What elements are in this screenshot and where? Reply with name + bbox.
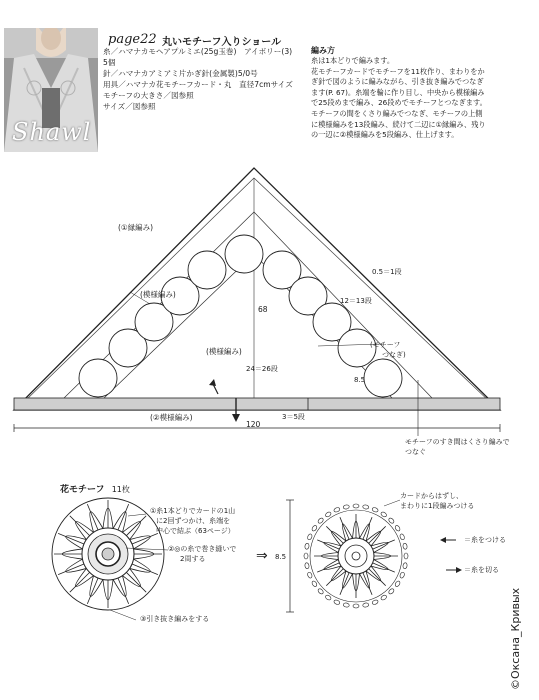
motif-height: 8.5 (275, 553, 287, 561)
chain-stitch (380, 594, 387, 601)
chain-stitch (362, 504, 369, 509)
chain-stitch (394, 580, 401, 587)
motif-count: 11枚 (111, 485, 130, 494)
spec-yarn: 糸／ハマナカモヘアプルミエ(25g玉巻) アイボリー(3) (103, 47, 293, 56)
label-pattern1: (模様編み) (140, 290, 176, 299)
page-title: 丸いモチーフ入りショール (162, 37, 282, 48)
label-r05: 0.5＝1段 (372, 268, 402, 276)
chain-stitch (343, 602, 350, 607)
chain-stitch (353, 504, 359, 508)
label-join: (モチーフ (370, 341, 401, 349)
howto-line: ぎ針で図のように編みながら、引き抜き編みでつなぎ (311, 77, 484, 87)
chain-stitch (404, 553, 408, 559)
label-r12: 12＝13段 (340, 297, 372, 305)
petal-spoke (326, 526, 343, 543)
howto-title: 編み方 (311, 46, 335, 55)
spec-motif-size: モチーフの大きさ／図参照 (103, 91, 194, 100)
chain-stitch (304, 553, 308, 559)
howto-line: 糸は1本どりで編みます。 (311, 56, 395, 65)
motif-note-2a: ②◎の糸で巻き縫いで (168, 545, 237, 553)
label-join2: つなぎ) (382, 351, 406, 359)
chain-stitch (388, 517, 395, 524)
chain-stitch (353, 604, 359, 608)
motif-note-1a: ①糸1本どりでカードの1山 (150, 507, 236, 515)
howto-line: の一辺に②模様編みを5段編み、仕上げます。 (311, 130, 459, 140)
motif-note-3: ③引き抜き編みをする (140, 615, 210, 623)
label-edge2: (②模様編み) (150, 413, 193, 422)
label-d85: 8.5 (354, 376, 366, 384)
motif-note-1b: に2回ずつかけ、糸端を (156, 517, 231, 525)
howto-line: ます(P. 67)。糸端を輪に作り目し、中央から模様編み (311, 87, 485, 97)
crochet-motif (304, 504, 408, 608)
chain-stitch (372, 599, 379, 605)
chain-stitch (317, 517, 324, 524)
note-gap-2: つなぐ (405, 448, 426, 456)
howto-line: で25段めまで編み、26段めでモチーフとつなぎます。 (311, 98, 487, 108)
chain-stitch (311, 525, 318, 532)
chain-stitch (325, 511, 332, 518)
chain-stitch (333, 507, 340, 513)
label-edge1: (①縁編み) (118, 223, 154, 232)
motif-note-1c: 中心で結ぶ（63ページ） (156, 527, 235, 535)
spec-size: サイズ／図参照 (103, 102, 156, 111)
petal-spoke (87, 578, 98, 604)
petal-spoke (326, 569, 343, 586)
svg-text:⇒: ⇒ (256, 548, 268, 564)
motif-note-2b: 2周する (180, 555, 206, 563)
label-w120: 120 (246, 420, 261, 429)
chain-stitch (380, 511, 387, 518)
motif-note-4a: カードからはずし、 (400, 492, 463, 500)
chain-stitch (311, 580, 318, 587)
legend-attach: ＝糸をつける (464, 536, 506, 544)
petal-spoke (118, 504, 129, 530)
label-h68: 68 (258, 305, 268, 314)
chain-stitch (343, 504, 350, 509)
spec-tool: 用具／ハマナカ花モチーフカード・丸 直径7cmサイズ (103, 80, 293, 89)
chain-stitch (388, 588, 395, 595)
spec-yarn-count: 5個 (103, 58, 116, 67)
watermark: ©Оксана_Кривых (509, 587, 522, 690)
chain-stitch (394, 525, 401, 532)
chain-stitch (333, 599, 340, 605)
page-number: page22 (108, 32, 157, 47)
chain-stitch (402, 543, 407, 550)
legend-cut: ＝糸を切る (464, 566, 499, 574)
chain-stitch (304, 562, 309, 569)
note-gap-1: モチーフのすき間はくさり編みで (405, 438, 510, 446)
petal-spoke (58, 564, 84, 575)
petal-spoke (58, 533, 84, 544)
shawl-title-word: Shawl (12, 118, 92, 146)
chain-stitch (307, 572, 313, 579)
chain-stitch (304, 543, 309, 550)
chain-stitch (399, 572, 405, 579)
chain-stitch (372, 507, 379, 513)
motif-note-4b: まわりに1段編みつける (400, 502, 475, 510)
petal-spoke (132, 564, 158, 575)
petal-spoke (369, 569, 386, 586)
howto-line: に模様編みを13段編み、続けて二辺に①縁編み、残り (311, 119, 486, 129)
chain-stitch (317, 588, 324, 595)
label-r24: 24＝26段 (246, 365, 278, 373)
petal-spoke (369, 526, 386, 543)
chain-stitch (307, 533, 313, 540)
petal-spoke (70, 572, 90, 592)
chain-stitch (325, 594, 332, 601)
motif-title-text: 花モチーフ (60, 485, 105, 495)
chain-stitch (399, 533, 405, 540)
chain-stitch (402, 562, 407, 569)
card-motif (52, 498, 164, 610)
spec-hook: 針／ハマナカアミアミ片かぎ針(金属製)5/0号 (103, 69, 258, 78)
howto-line: 花モチーフカードでモチーフを11枚作り、まわりをか (311, 66, 485, 76)
petal-spoke (132, 533, 158, 544)
petal-spoke (126, 516, 146, 536)
chain-stitch (362, 602, 369, 607)
howto-line: モチーフの間をくさり編みでつなぎ、モチーフの上側 (311, 108, 483, 118)
petal-spoke (118, 578, 129, 604)
label-r3: 3＝5段 (282, 413, 305, 421)
petal-spoke (70, 516, 90, 536)
petal-spoke (126, 572, 146, 592)
petal-spoke (87, 504, 98, 530)
label-pattern2: (模様編み) (206, 347, 242, 356)
